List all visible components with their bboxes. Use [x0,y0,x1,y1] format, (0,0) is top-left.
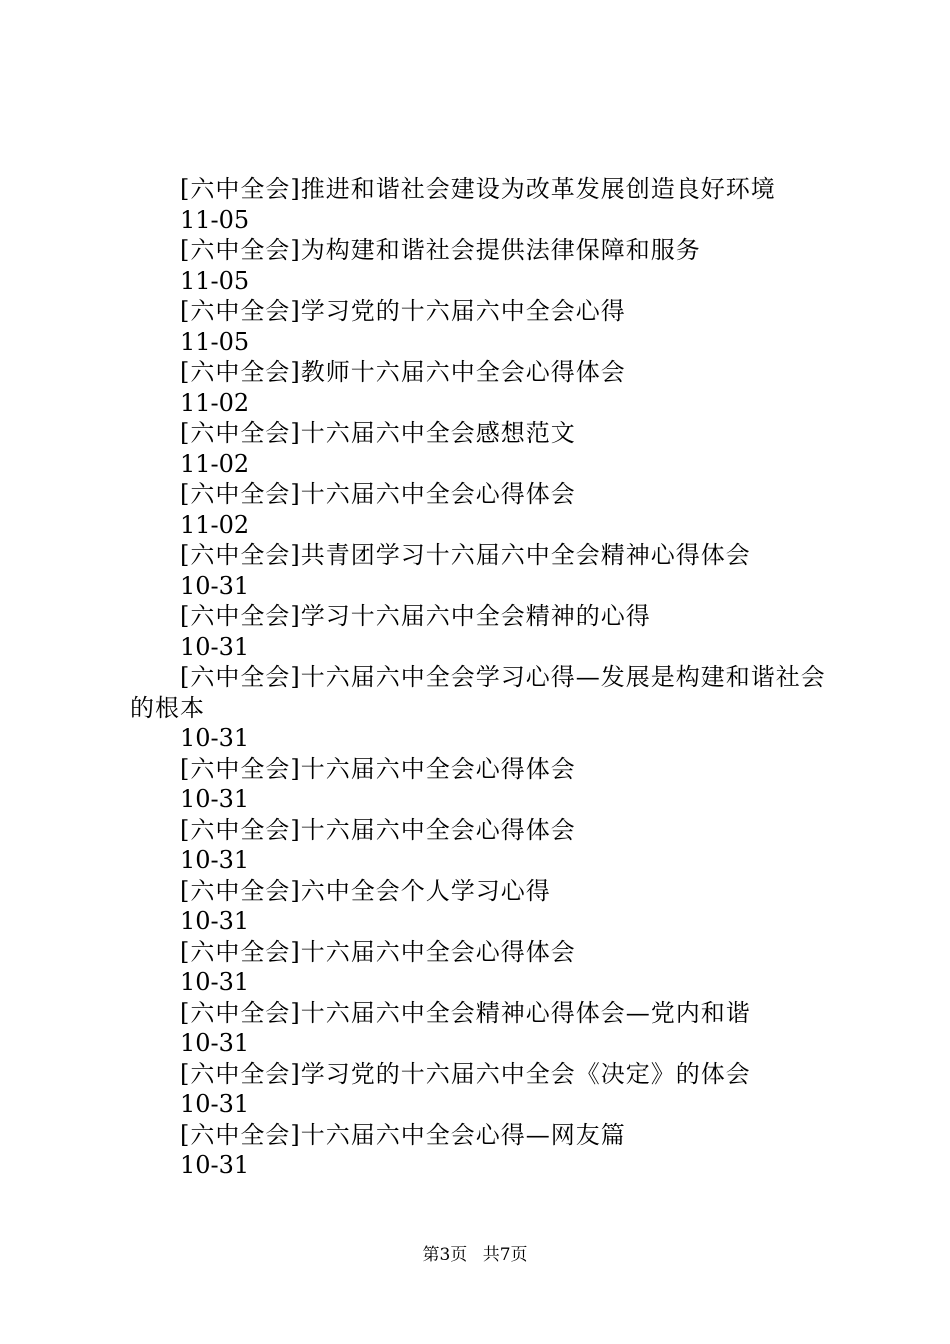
entry-title: [六中全会]十六届六中全会精神心得体会—党内和谐 [180,998,751,1027]
entry-title: [六中全会]共青团学习十六届六中全会精神心得体会 [180,541,751,569]
page-total: 共7页 [482,1245,528,1265]
entry-date: 10-31 [180,1029,250,1057]
list-item [0,754,950,815]
list-item [0,235,950,296]
entry-title: [六中全会]十六届六中全会心得体会 [180,480,576,508]
entry-date: 11-02 [180,449,250,478]
entry-date: 10-31 [180,724,250,752]
list-item [0,479,950,540]
list-item [0,937,950,998]
entry-title: [六中全会]学习十六届六中全会精神的心得 [180,602,651,630]
entry-date: 11-02 [180,510,250,539]
list-item [0,296,950,357]
entry-date: 11-02 [180,388,250,417]
entry-date: 11-05 [180,205,250,234]
list-item [0,357,950,418]
entry-date: 10-31 [180,907,250,935]
list-item [0,815,950,876]
entry-title: [六中全会]教师十六届六中全会心得体会 [180,358,626,386]
list-item [0,876,950,937]
entry-title: [六中全会]十六届六中全会心得体会 [180,815,576,844]
list-item [0,662,950,754]
list-item [0,418,950,479]
entry-date: 10-31 [180,846,250,874]
page-number: 第3页 [422,1245,468,1265]
list-item [0,1059,950,1120]
entry-title: [六中全会]学习党的十六届六中全会心得 [180,297,626,325]
entry-date: 11-05 [180,266,250,295]
entry-title: [六中全会]六中全会个人学习心得 [180,876,551,905]
entry-date: 10-31 [180,785,250,813]
entry-title: [六中全会]十六届六中全会心得—网友篇 [180,1120,626,1149]
entry-date: 10-31 [180,632,250,661]
list-item [0,174,950,235]
list-item [0,540,950,601]
document-body [0,174,950,1181]
entry-title: [六中全会]十六届六中全会感想范文 [180,419,576,447]
list-item [0,1120,950,1181]
entry-date: 10-31 [180,571,250,600]
entry-title: [六中全会]十六届六中全会心得体会 [180,937,576,966]
entry-date: 10-31 [180,968,250,996]
entry-title: [六中全会]推进和谐社会建设为改革发展创造良好环境 [180,175,776,203]
list-item [0,601,950,662]
entry-title: [六中全会]十六届六中全会心得体会 [180,754,576,783]
entry-title: [六中全会]十六届六中全会学习心得—发展是构建和谐社会的根本 [130,663,826,722]
page-footer [0,1243,950,1267]
entry-title: [六中全会]为构建和谐社会提供法律保障和服务 [180,236,701,264]
entry-title: [六中全会]学习党的十六届六中全会《决定》的体会 [180,1059,751,1088]
entry-date: 11-05 [180,327,250,356]
list-item [0,998,950,1059]
entry-date: 10-31 [180,1090,250,1118]
entry-date: 10-31 [180,1151,250,1179]
